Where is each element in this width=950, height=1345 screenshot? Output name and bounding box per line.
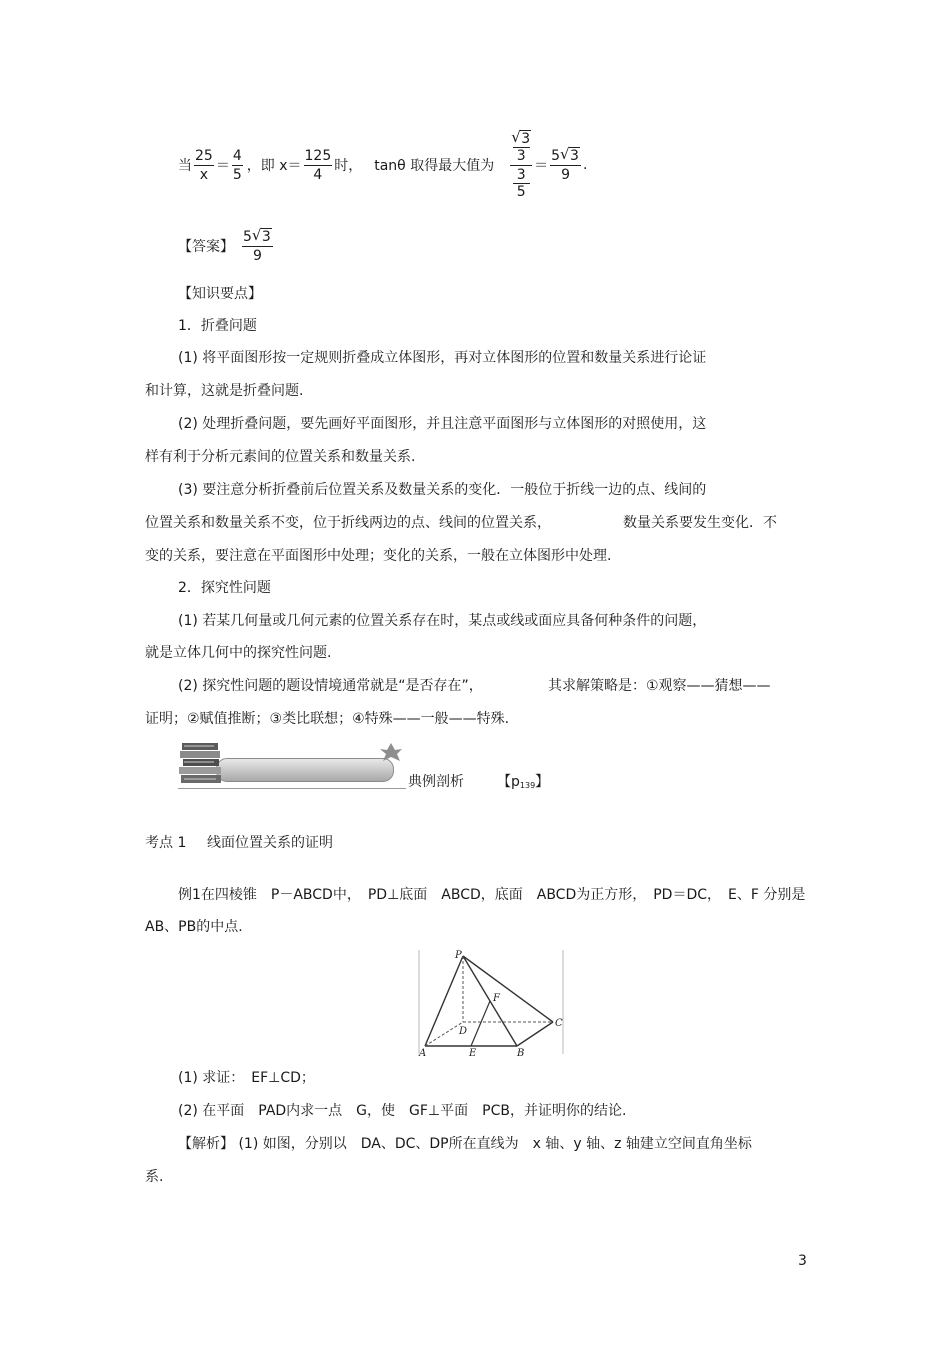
s1-p2-line1: (2) 处理折叠问题，要先画好平面图形，并且注意平面图形与立体图形的对照使用，这 [178,416,707,432]
intro-formula [178,122,587,208]
section-page-ref: 【$p_{139}$】 [497,774,550,790]
s2-p2-line1a: (2) 探究性问题的题设情境通常就是“是否存在”， [178,678,483,694]
equals-sign-2: ＝ [534,158,549,174]
answer-fraction: 5 √ 3 9 [243,225,271,264]
s1-p1-line2: 和计算，这就是折叠问题. [145,383,304,399]
s1-p3-line2a: 位置关系和数量关系不变，位于折线两边的点、线间的位置关系， [145,515,551,531]
banner-underline [178,788,406,789]
text-tan-max: tanθ 取得最大值为 [374,158,495,174]
s1-p3-line3: 变的关系，要注意在平面图形中处理；变化的关系，一般在立体图形中处理. [145,548,612,564]
section-banner [178,739,406,789]
page-number: 3 [798,1253,807,1269]
example-line2: AB、PB的中点. [145,919,243,935]
period: . [582,157,588,173]
equals-sign: ＝ [215,158,230,174]
text-shi: 时， [334,158,363,174]
answer-label: 【答案】 [178,239,234,255]
answer-line [178,226,275,266]
solution-line2: 系. [145,1169,164,1185]
leaf-icon [378,741,404,763]
topic-title: 线面位置关系的证明 [207,835,333,851]
s2-p2-line2: 证明；②赋值推断；③类比联想；④特殊——一般——特殊. [145,711,510,727]
banner-bar [216,758,394,782]
label-d: D [459,1026,468,1037]
s1-p3-line2b: 数量关系要发生变化．不 [623,515,777,531]
s2-p1-line2: 就是立体几何中的探究性问题. [145,645,332,661]
fraction-25-over-x: $\frac{25}{x}$ [195,147,213,183]
s1-p2-line2: 样有利于分析元素间的位置关系和数量关系. [145,449,416,465]
section-title: 典例剖析 [408,774,464,790]
label-b: B [517,1048,525,1058]
knowledge-heading: 【知识要点】 [178,286,262,302]
s2-title: 2．探究性问题 [178,580,271,596]
label-a: A [419,1048,427,1058]
text-comma-ji: ，即 x＝ [246,158,302,174]
pyramid-figure [417,948,565,1058]
label-p: P [455,950,462,961]
s2-p1-line1: (1) 若某几何量或几何元素的位置关系存在时，某点或线或面应具备何种条件的问题， [178,613,707,629]
fraction-4-over-5: $\frac{4}{5}$ [232,147,242,183]
label-e: E [469,1048,477,1058]
compound-fraction: √ 3 3 3 5 [511,127,531,200]
s1-p1-line1: (1) 将平面图形按一定规则折叠成立体图形，再对立体图形的位置和数量关系进行论证 [178,350,707,366]
label-c: C [555,1018,563,1029]
sqrt-3: √ 3 [511,127,531,147]
text-when: 当 [178,158,192,174]
s1-title: 1．折叠问题 [178,318,257,334]
question-2: (2) 在平面 PAD内求一点 G，使 GF⊥平面 PCB，并证明你的结论. [178,1103,627,1119]
fraction-125-over-4: $\frac{125}{4}$ [304,147,332,183]
result-fraction: 5 √ 3 9 [551,144,579,183]
example-line1: 例1在四棱锥 P－ABCD中， PD⊥底面 ABCD，底面 ABCD为正方形， PD＝DC， E、F 分别是 [178,887,806,903]
solution-line1: 【解析】 (1) 如图，分别以 DA、DC、DP所在直线为 x 轴、y 轴、z 轴建立空间直角坐标 [178,1136,752,1152]
books-icon [178,739,230,789]
topic-label: 考点 1 [145,835,187,851]
label-f: F [493,993,500,1004]
s2-p2-line1b: 其求解策略是：①观察——猜想—— [548,678,771,694]
s1-p3-line1: (3) 要注意分析折叠前后位置关系及数量关系的变化．一般位于折线一边的点、线间的 [178,482,707,498]
question-1: (1) 求证： EF⊥CD； [178,1070,315,1086]
